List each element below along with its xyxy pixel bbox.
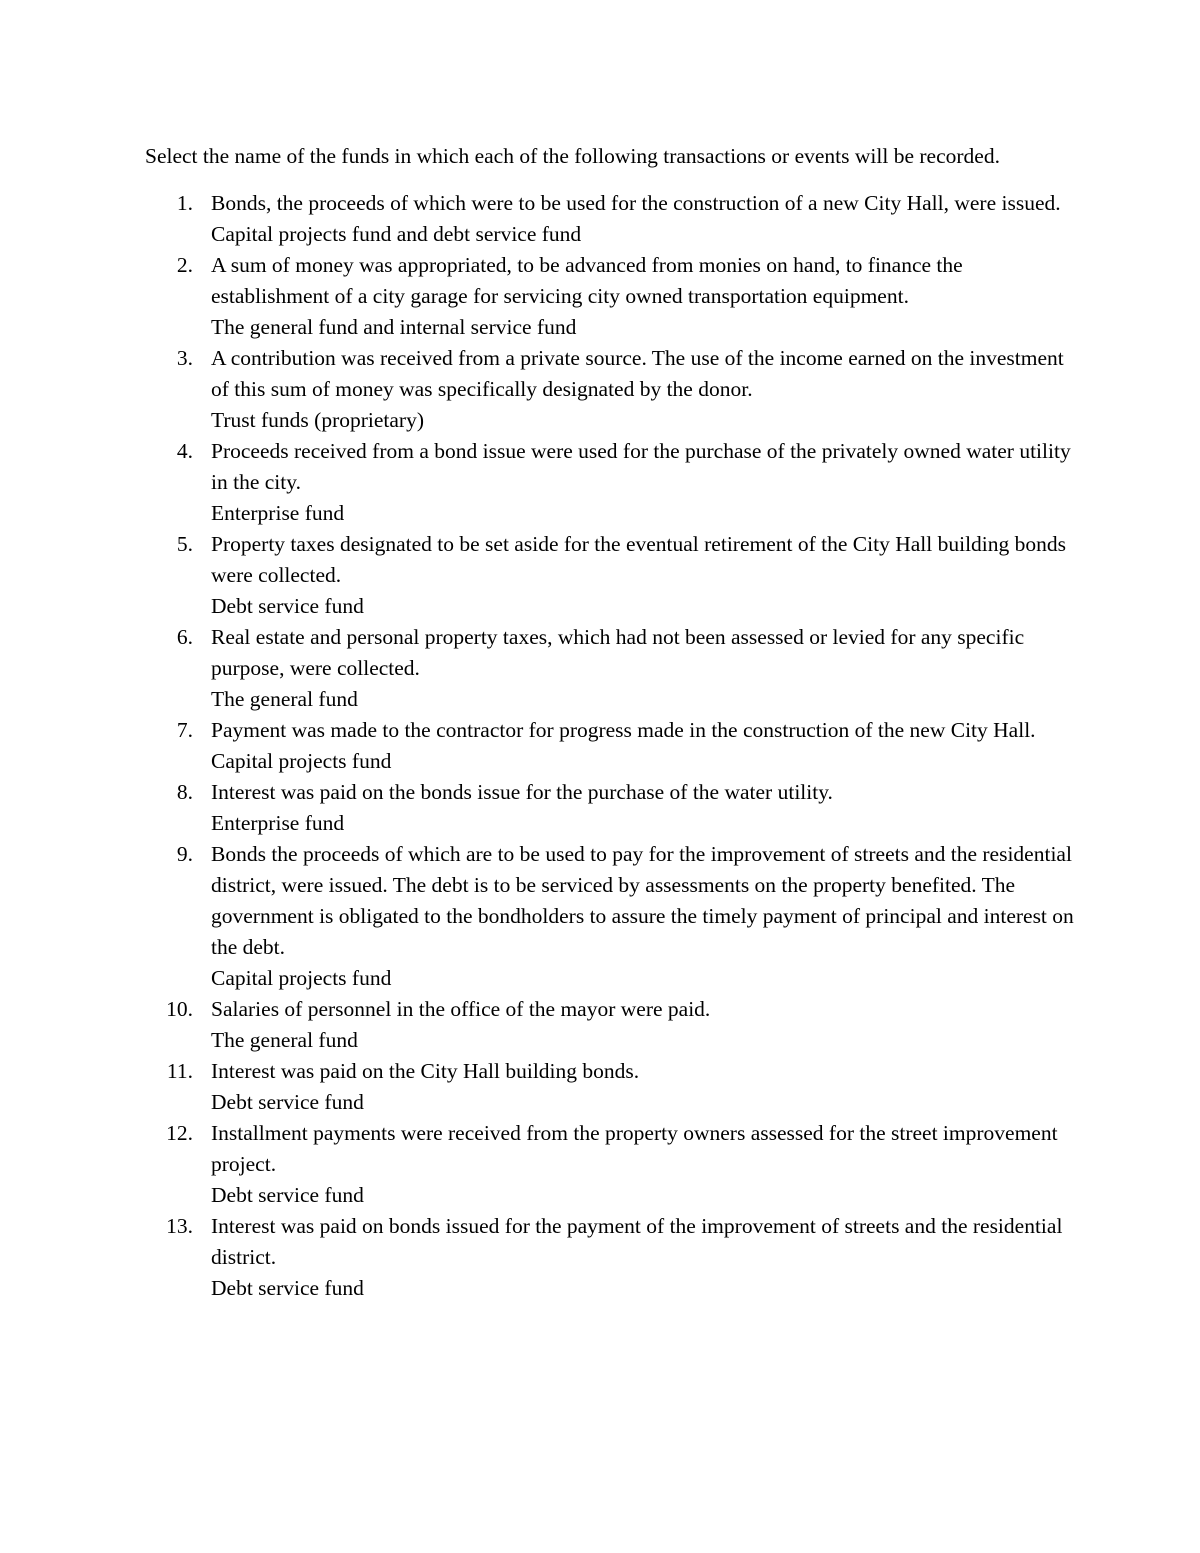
item-question: A sum of money was appropriated, to be advanced from monies on hand, to finance the establishment of a city garage for servicing city owned transportation equipment.: [211, 253, 963, 308]
item-answer: Debt service fund: [211, 1183, 364, 1207]
item-number: 13.: [166, 1214, 193, 1238]
list-item: [139, 250, 1079, 343]
item-question: Proceeds received from a bond issue were used for the purchase of the privately owned water utility in the city.: [211, 439, 1071, 494]
item-number: 1.: [176, 191, 193, 215]
item-question: Interest was paid on bonds issued for the payment of the improvement of streets and the residential district.: [211, 1214, 1063, 1269]
item-number: 3.: [176, 346, 193, 370]
item-question: Property taxes designated to be set aside for the eventual retirement of the City Hall building bonds were collected.: [211, 532, 1067, 587]
item-number: 8.: [176, 780, 193, 804]
item-number: 12.: [166, 1121, 193, 1145]
item-number: 7.: [176, 718, 193, 742]
item-answer: Enterprise fund: [211, 501, 345, 525]
item-number: 4.: [176, 439, 193, 463]
item-question: Interest was paid on the bonds issue for the purchase of the water utility.: [211, 780, 833, 804]
intro-text: Select the name of the funds in which each of the following transactions or events will be recorded.: [145, 144, 1000, 168]
item-answer: Enterprise fund: [211, 811, 345, 835]
list-item: [139, 839, 1079, 994]
item-number: 5.: [176, 532, 193, 556]
item-question: A contribution was received from a private source. The use of the income earned on the investment of this sum of money was specifically designated by the donor.: [211, 346, 1064, 401]
item-question: Installment payments were received from the property owners assessed for the street improvement project.: [211, 1121, 1058, 1176]
list-item: [139, 529, 1079, 622]
item-answer: Trust funds (proprietary): [211, 408, 424, 432]
item-number: 11.: [166, 1059, 193, 1083]
list-item: [139, 436, 1079, 529]
item-question: Interest was paid on the City Hall building bonds.: [211, 1059, 640, 1083]
item-answer: Debt service fund: [211, 1090, 364, 1114]
item-number: 6.: [176, 625, 193, 649]
list-item: [139, 777, 1079, 839]
list-item: [139, 188, 1079, 250]
item-answer: Debt service fund: [211, 1276, 364, 1300]
list-item: [139, 1118, 1079, 1211]
item-question: Salaries of personnel in the office of the mayor were paid.: [211, 997, 711, 1021]
item-answer: The general fund: [211, 687, 358, 711]
document-body: [139, 141, 1079, 1304]
item-number: 9.: [176, 842, 193, 866]
list-item: [139, 715, 1079, 777]
list-item: [139, 343, 1079, 436]
item-number: 2.: [176, 253, 193, 277]
item-answer: The general fund and internal service fund: [211, 315, 577, 339]
list-item: [139, 1056, 1079, 1118]
item-answer: Capital projects fund: [211, 966, 392, 990]
transaction-list: [139, 188, 1079, 1304]
list-item: [139, 994, 1079, 1056]
item-question: Bonds the proceeds of which are to be used to pay for the improvement of streets and the residential district, were issued. The debt is to be serviced by assessments on the property benefited. The government is obligated to the bondholders to assure the timely payment of principal and interest on the debt.: [211, 842, 1074, 959]
list-item: [139, 1211, 1079, 1304]
item-answer: Debt service fund: [211, 594, 364, 618]
item-question: Payment was made to the contractor for progress made in the construction of the new City Hall.: [211, 718, 1036, 742]
item-answer: The general fund: [211, 1028, 358, 1052]
list-item: [139, 622, 1079, 715]
item-number: 10.: [166, 997, 193, 1021]
item-answer: Capital projects fund: [211, 749, 392, 773]
item-question: Bonds, the proceeds of which were to be used for the construction of a new City Hall, were issued.: [211, 191, 1061, 215]
item-question: Real estate and personal property taxes, which had not been assessed or levied for any specific purpose, were collected.: [211, 625, 1025, 680]
item-answer: Capital projects fund and debt service fund: [211, 222, 582, 246]
